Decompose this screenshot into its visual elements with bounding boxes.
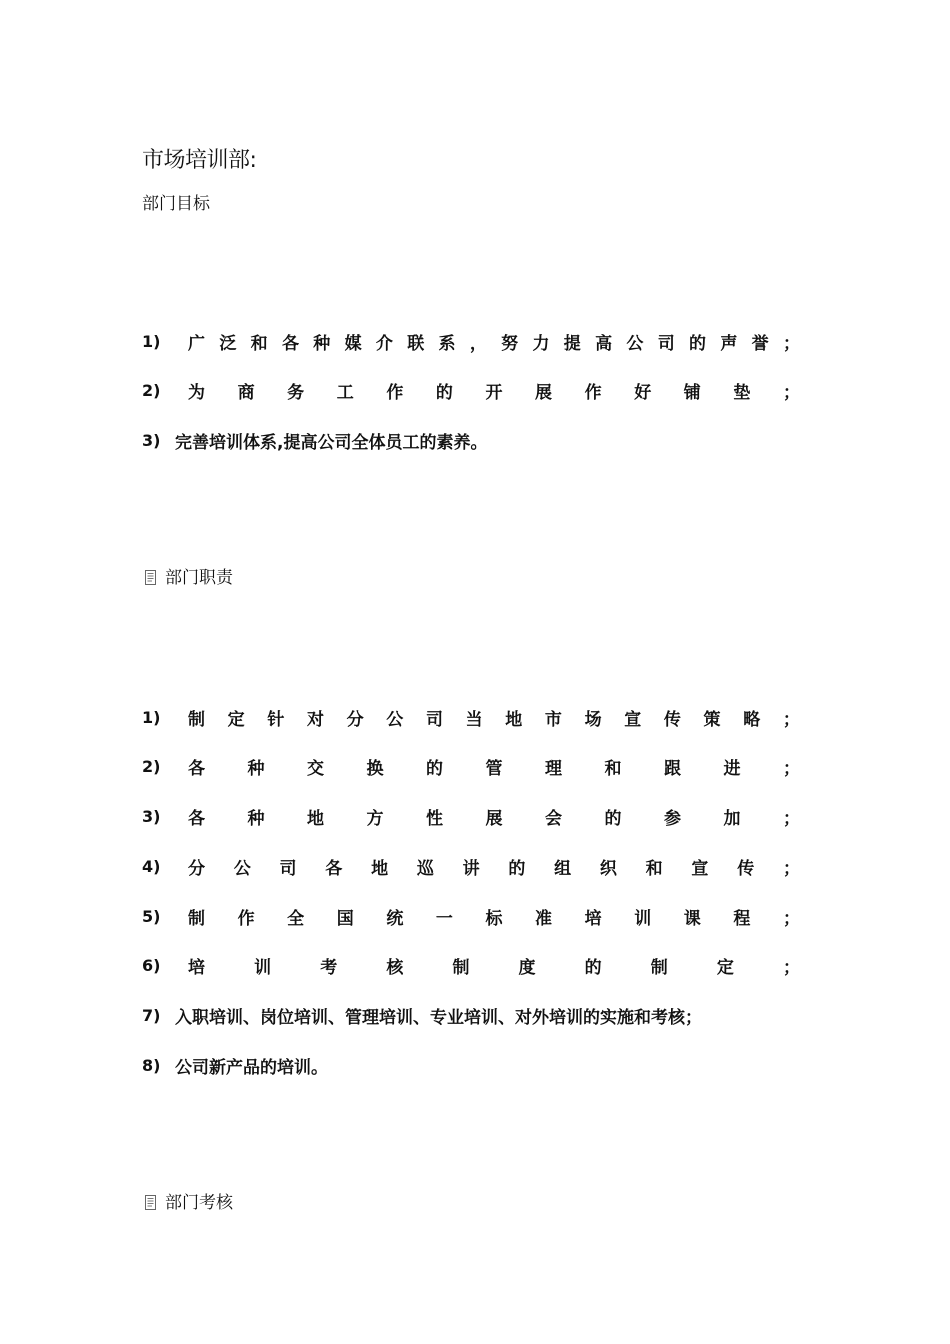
document-icon <box>142 569 160 587</box>
list-item-text: 培 训 考 核 制 度 的 制 定 ； <box>188 958 800 979</box>
list-item-number: 2) <box>142 381 161 401</box>
list-item-number: 1) <box>142 331 161 351</box>
document-icon <box>142 1194 160 1212</box>
list-item <box>142 854 800 878</box>
duties-heading-label: 部门职责 <box>165 568 233 588</box>
goal-heading: 部门目标 <box>142 194 210 214</box>
list-item <box>142 904 800 928</box>
list-item-number: 7) <box>142 1006 161 1026</box>
list-item-number: 8) <box>142 1056 161 1076</box>
list-item-number: 3) <box>142 807 161 827</box>
list-item <box>142 1004 800 1028</box>
list-item-number: 3) <box>142 431 161 451</box>
list-item <box>142 1054 800 1078</box>
list-item-number: 5) <box>142 906 161 926</box>
list-item-number: 4) <box>142 856 161 876</box>
list-item-text: 各 种 地 方 性 展 会 的 参 加 ； <box>188 809 800 830</box>
list-item-text: 分 公 司 各 地 巡 讲 的 组 织 和 宣 传 ； <box>188 858 800 879</box>
assessment-heading-label: 部门考核 <box>165 1193 233 1213</box>
list-item <box>142 954 800 978</box>
list-item-text: 制 定 针 对 分 公 司 当 地 市 场 宣 传 策 略 ； <box>188 709 800 730</box>
list-item-text: 公司新产品的培训。 <box>175 1058 328 1079</box>
assessment-section-heading <box>142 1191 233 1215</box>
list-item-text: 各 种 交 换 的 管 理 和 跟 进 ； <box>188 759 800 780</box>
list-item-number: 1) <box>142 707 161 727</box>
list-item <box>142 429 800 453</box>
list-item <box>142 805 800 829</box>
list-item-text: 制 作 全 国 统 一 标 准 培 训 课 程 ； <box>188 908 800 929</box>
goals-list <box>142 329 800 478</box>
list-item-text: 入职培训、岗位培训、管理培训、专业培训、对外培训的实施和考核； <box>175 1008 702 1029</box>
list-item-text: 完善培训体系,提高公司全体员工的素养。 <box>175 433 488 454</box>
list-item <box>142 705 800 729</box>
duties-list <box>142 705 800 1103</box>
page-title: 市场培训部: <box>142 148 257 173</box>
list-item-number: 6) <box>142 956 161 976</box>
list-item <box>142 379 800 403</box>
list-item-number: 2) <box>142 757 161 777</box>
list-item <box>142 755 800 779</box>
list-item-text: 广 泛 和 各 种 媒 介 联 系 ， 努 力 提 高 公 司 的 声 誉 ； <box>188 333 800 354</box>
list-item-text: 为 商 务 工 作 的 开 展 作 好 铺 垫 ； <box>188 383 800 404</box>
duties-section-heading <box>142 566 233 590</box>
list-item <box>142 329 800 353</box>
